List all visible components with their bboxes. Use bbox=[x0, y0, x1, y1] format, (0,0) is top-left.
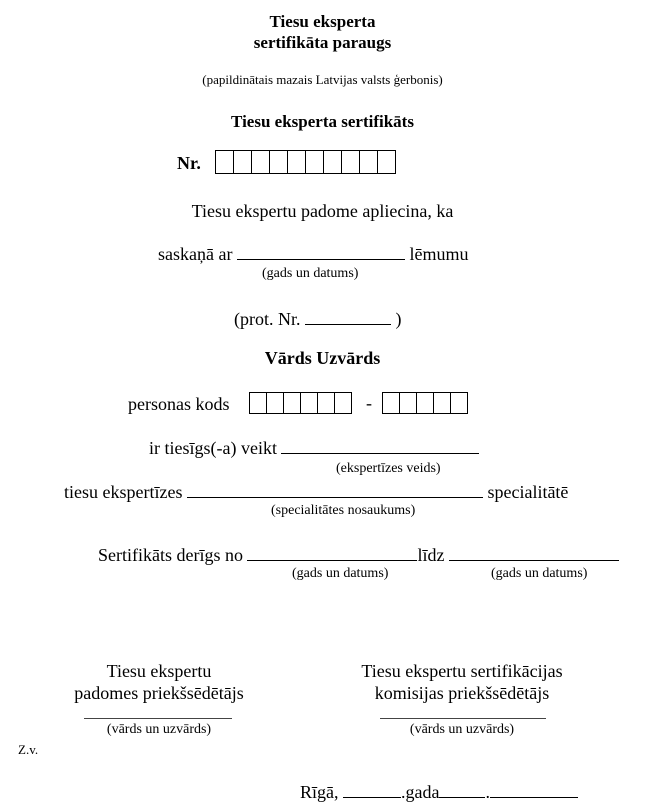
coat-of-arms-note: (papildinātais mazais Latvijas valsts ģerbonis) bbox=[202, 72, 443, 87]
personal-code-label: personas kods bbox=[128, 394, 230, 414]
personal-code-digit-box bbox=[450, 392, 468, 414]
intro-text: Tiesu ekspertu padome apliecina, ka bbox=[191, 201, 454, 221]
signature-right-blank bbox=[380, 718, 546, 719]
personal-code-digit-box bbox=[334, 392, 352, 414]
protocol-line bbox=[234, 309, 402, 330]
personal-code-digit-box bbox=[300, 392, 318, 414]
number-digit-box bbox=[269, 150, 288, 174]
decision-suffix: lēmumu bbox=[409, 244, 469, 264]
specialty-prefix: tiesu ekspertīzes bbox=[64, 482, 183, 502]
place-date-line bbox=[300, 782, 578, 803]
personal-code-boxes-second bbox=[382, 392, 467, 414]
number-digit-box bbox=[251, 150, 270, 174]
personal-code-digit-box bbox=[382, 392, 400, 414]
validity-hint-from: (gads un datums) bbox=[292, 566, 389, 581]
number-digit-box bbox=[215, 150, 234, 174]
personal-code-digit-box bbox=[416, 392, 434, 414]
personal-code-digit-box bbox=[317, 392, 335, 414]
year-word: .gada bbox=[401, 782, 440, 802]
number-boxes bbox=[215, 150, 395, 174]
decision-line bbox=[158, 244, 468, 265]
expertise-type-blank bbox=[281, 452, 479, 454]
day-blank bbox=[439, 796, 485, 798]
personal-code-boxes-first bbox=[249, 392, 351, 414]
entitled-line bbox=[149, 438, 479, 459]
signature-left-blank bbox=[84, 718, 232, 719]
signature-right-hint: (vārds un uzvārds) bbox=[409, 722, 515, 737]
signature-right-line1: Tiesu ekspertu sertifikācijas bbox=[361, 661, 563, 681]
number-digit-box bbox=[341, 150, 360, 174]
number-digit-box bbox=[287, 150, 306, 174]
number-digit-box bbox=[359, 150, 378, 174]
personal-code-digit-box bbox=[266, 392, 284, 414]
date-dot: . bbox=[485, 782, 490, 802]
number-label: Nr. bbox=[177, 153, 201, 173]
validity-prefix: Sertifikāts derīgs no bbox=[98, 545, 243, 565]
specialty-line bbox=[64, 482, 568, 503]
protocol-prefix: (prot. Nr. bbox=[234, 309, 301, 329]
seal-mark: Z.v. bbox=[18, 742, 39, 757]
specialty-suffix: specialitātē bbox=[487, 482, 569, 502]
number-digit-box bbox=[233, 150, 252, 174]
personal-code-separator: - bbox=[366, 393, 372, 413]
specialty-name-blank bbox=[187, 496, 483, 498]
personal-code-digit-box bbox=[249, 392, 267, 414]
place-label: Rīgā, bbox=[300, 782, 339, 802]
personal-code-digit-box bbox=[399, 392, 417, 414]
validity-middle: līdz bbox=[417, 545, 445, 565]
document-title-line2: sertifikāta paraugs bbox=[253, 33, 392, 52]
person-name: Vārds Uzvārds bbox=[264, 348, 381, 368]
validity-from-blank bbox=[247, 559, 417, 561]
protocol-suffix: ) bbox=[395, 309, 402, 329]
number-digit-box bbox=[323, 150, 342, 174]
validity-hint-to: (gads un datums) bbox=[491, 566, 588, 581]
certificate-title: Tiesu eksperta sertifikāts bbox=[231, 112, 414, 131]
validity-to-blank bbox=[449, 559, 619, 561]
decision-date-blank bbox=[237, 258, 405, 260]
specialty-hint: (specialitātes nosaukums) bbox=[271, 503, 416, 518]
decision-hint: (gads un datums) bbox=[262, 266, 359, 281]
signature-left-line2: padomes priekšsēdētājs bbox=[74, 683, 244, 703]
year-blank bbox=[343, 796, 401, 798]
signature-left-line1: Tiesu ekspertu bbox=[106, 661, 212, 681]
entitled-hint: (ekspertīzes veids) bbox=[336, 461, 441, 476]
entitled-prefix: ir tiesīgs(-a) veikt bbox=[149, 438, 277, 458]
validity-line bbox=[98, 545, 619, 566]
personal-code-digit-box bbox=[283, 392, 301, 414]
personal-code-digit-box bbox=[433, 392, 451, 414]
signature-right-line2: komisijas priekšsēdētājs bbox=[374, 683, 550, 703]
month-blank bbox=[490, 796, 578, 798]
document-title-line1: Tiesu eksperta bbox=[269, 12, 376, 31]
number-digit-box bbox=[305, 150, 324, 174]
number-digit-box bbox=[377, 150, 396, 174]
protocol-number-blank bbox=[305, 323, 391, 325]
signature-left-hint: (vārds un uzvārds) bbox=[106, 722, 212, 737]
decision-prefix: saskaņā ar bbox=[158, 244, 233, 264]
